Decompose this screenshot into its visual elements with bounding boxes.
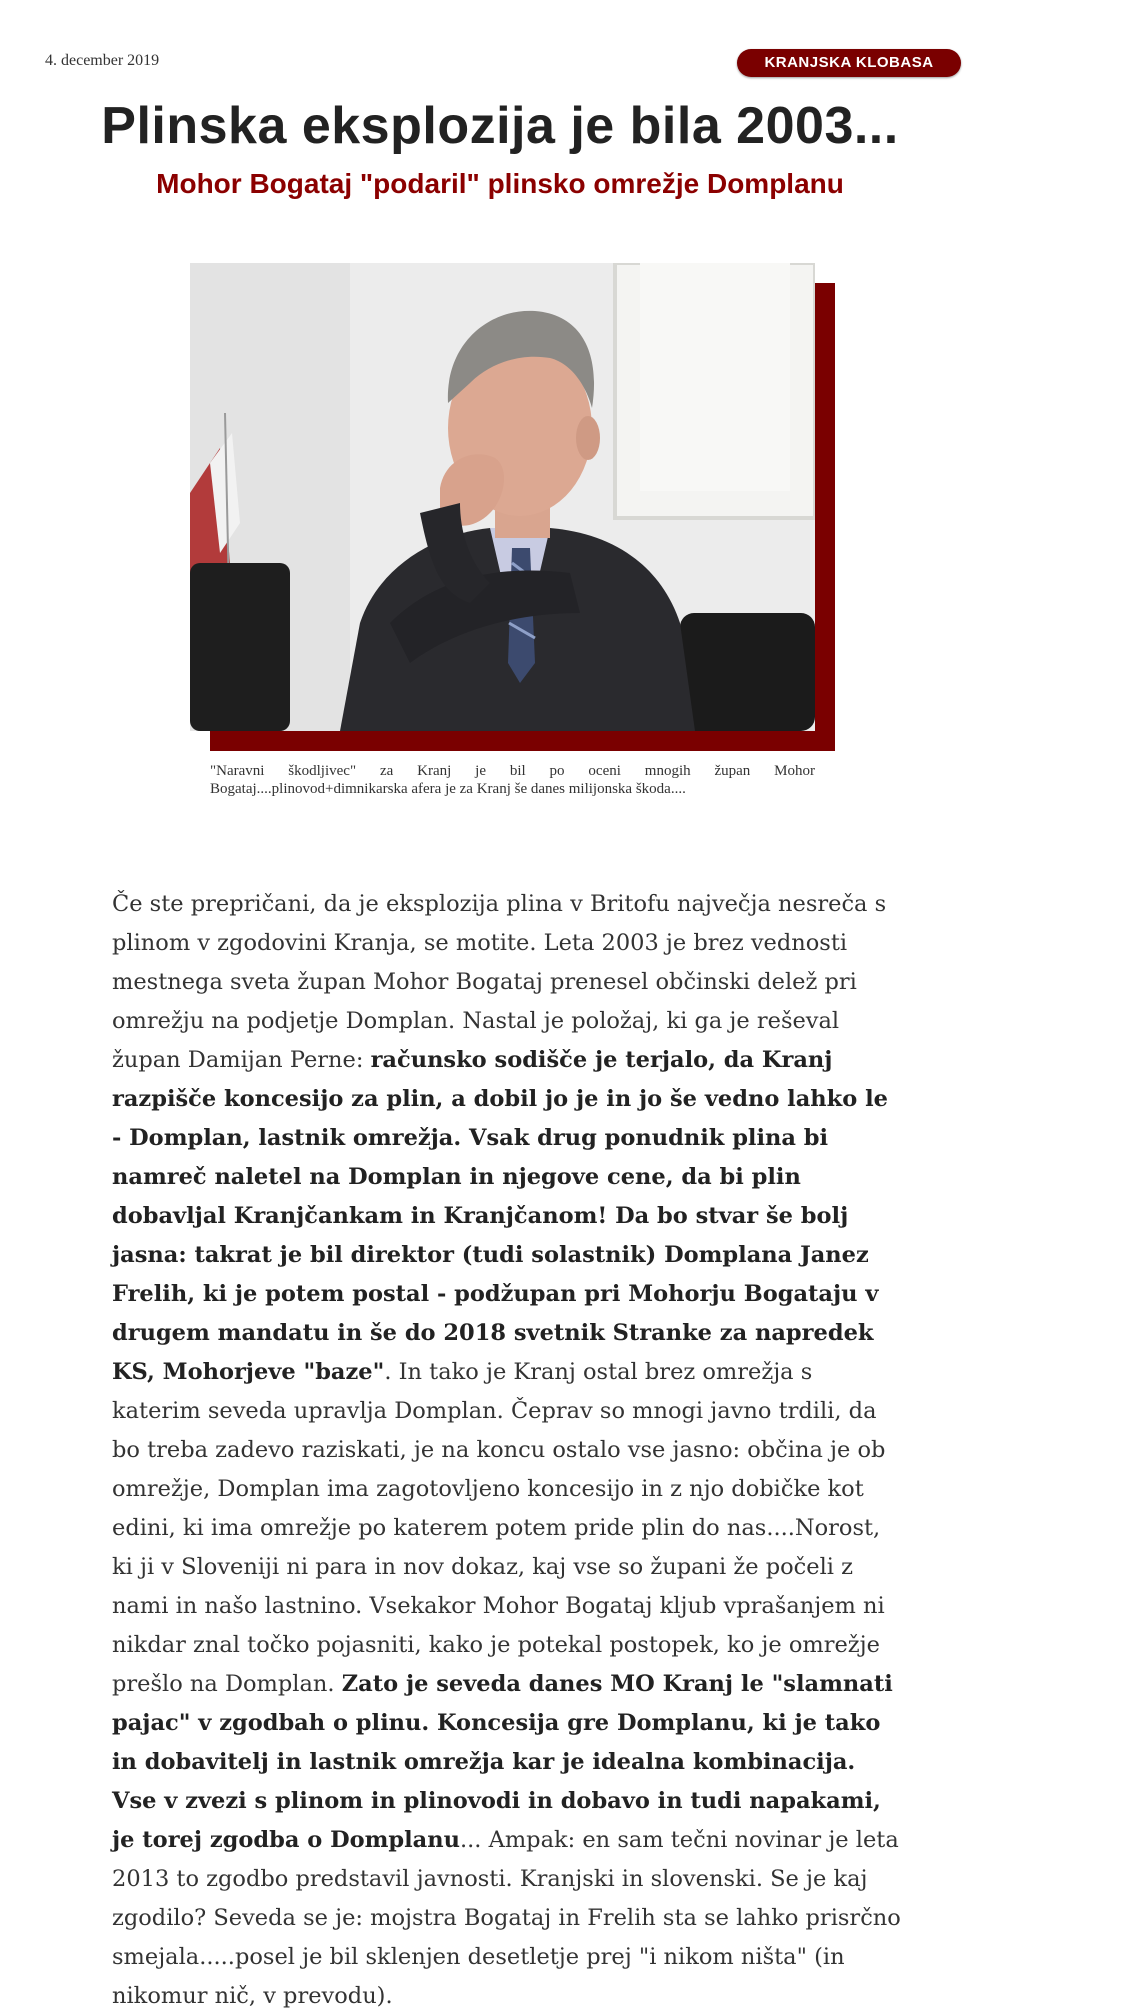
article-middle: . In tako je Kranj ostal brez omrežja s katerim seveda upravlja Domplan. Čeprav so mnogi javno trdili, da bo treba zadevo raziskati, je na koncu ostalo vse jasno: občina je ob omrežje, Domplan ima zagotovljeno koncesijo in z njo dobičke kot edini, ki ima omrežje po katerem potem pride plin do nas....Norost, ki ji v Sloveniji ni para in nov dokaz, kaj vse so župani že počeli z nami in našo lastnino. Vsekakor Mohor Bogataj kljub vprašanjem ni nikdar znal točko pojasniti, kako je potekal postopek, ko je omrežje prešlo na Domplan. xyxy=(112,1359,886,1697)
article-bold-passage-2: Zato je seveda danes MO Kranj le "slamnati pajac" v zgodbah o plinu. Koncesija gre Domplanu, ki je tako in dobavitelj in lastnik omrežja kar je idealna kombinacija. Vse v zvezi s plinom in plinovodi in dobavo in tudi napakami, je torej zgodba o Domplanu xyxy=(112,1671,893,1853)
photo-caption: "Naravni škodljivec" za Kranj je bil po oceni mnogih župan Mohor Bogataj....plinovod+dimnikarska afera je za Kranj še danes milijonska škoda.... xyxy=(210,763,815,797)
article-intro: Če ste prepričani, da je eksplozija plina v Britofu največja nesreča s plinom v zgodovini Kranja, se motite. Leta 2003 je brez vednosti mestnega sveta župan Mohor Bogataj prenesel občinski delež pri omrežju na podjetje Domplan. Nastal je položaj, ki ga je reševal župan Damijan Perne: xyxy=(112,891,887,1073)
category-badge[interactable]: KRANJSKA KLOBASA xyxy=(737,49,961,77)
article-bold-passage: računsko sodišče je terjalo, da Kranj razpišče koncesijo za plin, a dobil jo je in jo še vedno lahko le - Domplan, lastnik omrežja. Vsak drug ponudnik plina bi namreč naletel na Domplan in njegove cene, da bi plin dobavljal Kranjčankam in Kranjčanom! Da bo stvar še bolj jasna: takrat je bil direktor (tudi solastnik) Domplana Janez Frelih, ki je potem postal - podžupan pri Mohorju Bogataju v drugem mandatu in še do 2018 svetnik Stranke za napredek KS, Mohorjeve "baze" xyxy=(112,1047,888,1385)
post-title: Plinska eksplozija je bila 2003... xyxy=(101,97,899,155)
portrait-illustration xyxy=(190,263,815,731)
featured-photo[interactable] xyxy=(190,263,815,731)
post-date: 4. december 2019 xyxy=(45,52,160,69)
post-subtitle: Mohor Bogataj "podaril" plinsko omrežje Domplanu xyxy=(156,168,844,199)
article-body xyxy=(112,885,902,2016)
article-ending: ... Ampak: en sam tečni novinar je leta 2013 to zgodbo predstavil javnosti. Kranjski in slovenski. Se je kaj zgodilo? Seveda se je: mojstra Bogataj in Frelih sta se lahko prisrčno smejala.....posel je bil sklenjen desetletje prej "i nikom ništa" (in nikomur nič, v prevodu). xyxy=(112,1827,901,2009)
